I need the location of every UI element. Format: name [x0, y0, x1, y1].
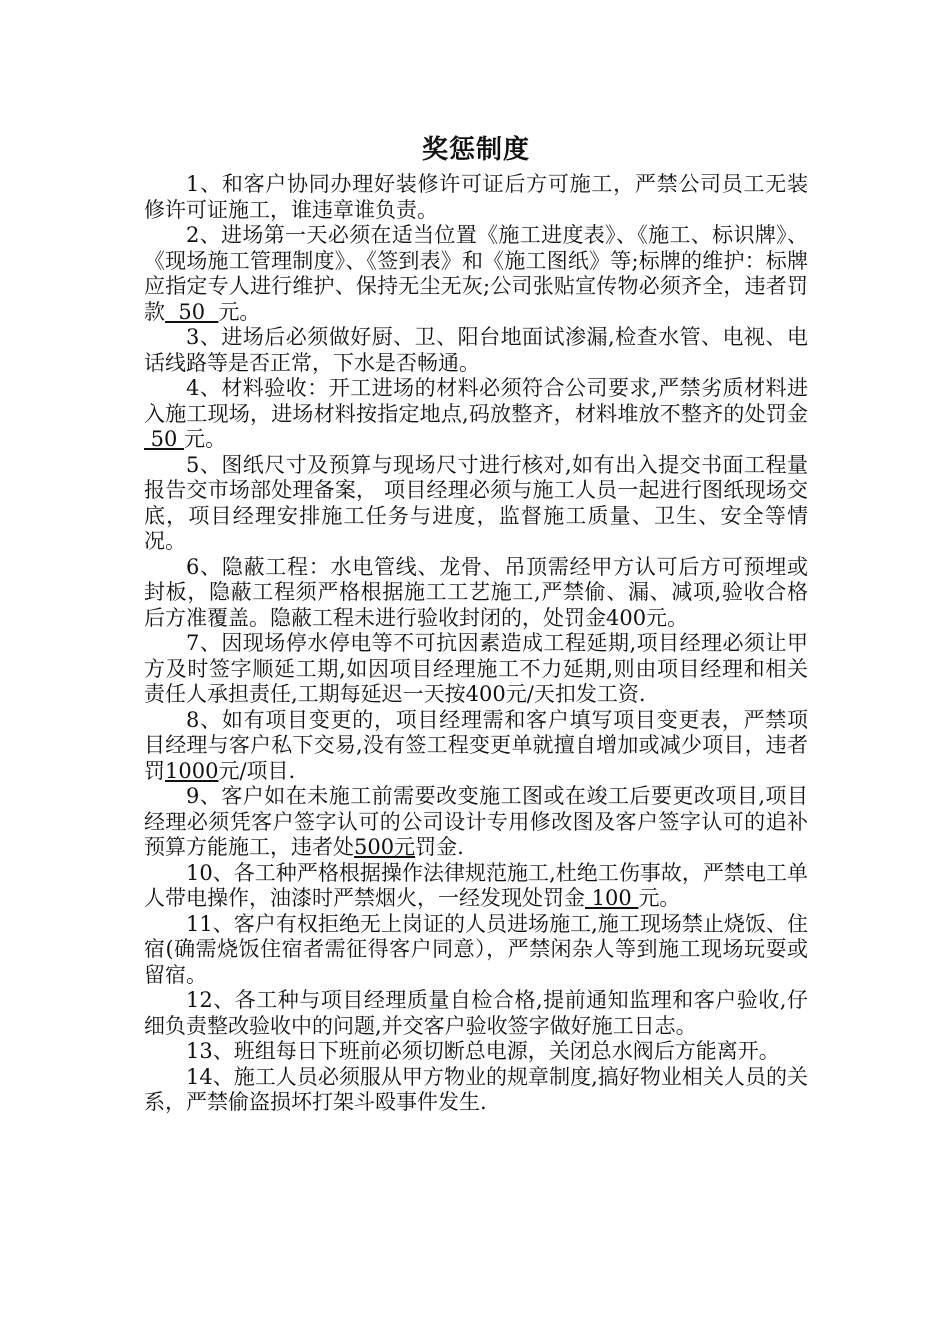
fine-amount: 100 — [585, 886, 639, 910]
rule-text: 9、客户如在未施工前需要改变施工图或在竣工后要更改项目,项目经理必须凭客户签字认可的公司设计专用修改图及客户签字认可的追补预算方能施工，违者处 — [144, 784, 808, 859]
rule-item-11: 11、客户有权拒绝无上岗证的人员进场施工,施工现场禁止烧饭、住宿(确需烧饭住宿者需征得客户同意），严禁闲杂人等到施工现场玩耍或留宿。 — [144, 911, 808, 987]
rule-item-5: 5、图纸尺寸及预算与现场尺寸进行核对,如有出入提交书面工程量报告交市场部处理备案， 项目经理必须与施工人员一起进行图纸现场交底，项目经理安排施工任务与进度，监督施工质量、卫生、安全等情况。 — [144, 452, 808, 553]
rule-text: 4、材料验收：开工进场的材料必须符合公司要求,严禁劣质材料进入施工现场，进场材料按指定地点,码放整齐，材料堆放不整齐的处罚金 — [144, 376, 808, 426]
rule-item-4 — [144, 376, 808, 453]
document-title: 奖惩制度 — [421, 135, 530, 165]
rule-item-6: 6、隐蔽工程：水电管线、龙骨、吊顶需经甲方认可后方可预埋或封板，隐蔽工程须严格根据施工工艺施工,严禁偷、漏、减项,验收合格后方准覆盖。隐蔽工程未进行验收封闭的，处罚金400元。 — [144, 554, 808, 630]
rule-text: 2、进场第一天必须在适当位置《施工进度表》、《施工、标识牌》、《现场施工管理制度》、《签到表》和《施工图纸》等;标牌的维护：标牌应指定专人进行维护、保持无尘无灰;公司张贴宣传物必须齐全，违者罚款 — [144, 223, 808, 324]
rule-item-1: 1、和客户协同办理好装修许可证后方可施工，严禁公司员工无装修许可证施工，谁违章谁负责。 — [144, 172, 808, 222]
rule-text-end: 罚金. — [415, 835, 464, 859]
rule-item-13: 13、班组每日下班前必须切断总电源，关闭总水阀后方能离开。 — [186, 1039, 780, 1063]
fine-amount: 50 — [165, 299, 219, 324]
rule-item-2 — [144, 223, 808, 325]
rule-item-14: 14、施工人员必须服从甲方物业的规章制度,搞好物业相关人员的关系，严禁偷盗损坏打架斗殴事件发生. — [144, 1064, 808, 1114]
rule-item-10 — [144, 861, 808, 912]
rule-item-9 — [144, 784, 808, 861]
rule-text: 10、各工种严格根据操作法律规范施工,杜绝工伤事故，严禁电工单人带电操作，油漆时严禁烟火，一经发现处罚金 — [144, 860, 808, 910]
rule-item-3: 3、进场后必须做好厨、卫、阳台地面试渗漏,检查水管、电视、电话线路等是否正常，下水是否畅通。 — [144, 325, 808, 375]
fine-amount: 1000 — [165, 758, 219, 783]
rule-item-12: 12、各工种与项目经理质量自检合格,提前通知监理和客户验收,仔细负责整改验收中的问题,并交客户验收签字做好施工日志。 — [144, 988, 808, 1038]
fine-amount: 50 — [144, 427, 185, 451]
rule-text-end: 元。 — [638, 886, 681, 910]
rule-text-end: 元/项目. — [218, 758, 296, 783]
rule-item-8 — [144, 708, 808, 785]
rule-item-7: 7、因现场停水停电等不可抗因素造成工程延期,项目经理必须让甲方及时签字顺延工期,如因项目经理施工不力延期,则由项目经理和相关责任人承担责任,工期每延迟一天按400元/天扣发工资. — [144, 631, 808, 706]
rule-text-end: 元。 — [218, 299, 261, 324]
rule-text-end: 元。 — [184, 427, 227, 451]
fine-amount: 500元 — [354, 835, 416, 859]
rule-text: 8、如有项目变更的，项目经理需和客户填写项目变更表，严禁项目经理与客户私下交易,没有签工程变更单就擅自增加或减少项目，违者罚 — [144, 707, 808, 783]
